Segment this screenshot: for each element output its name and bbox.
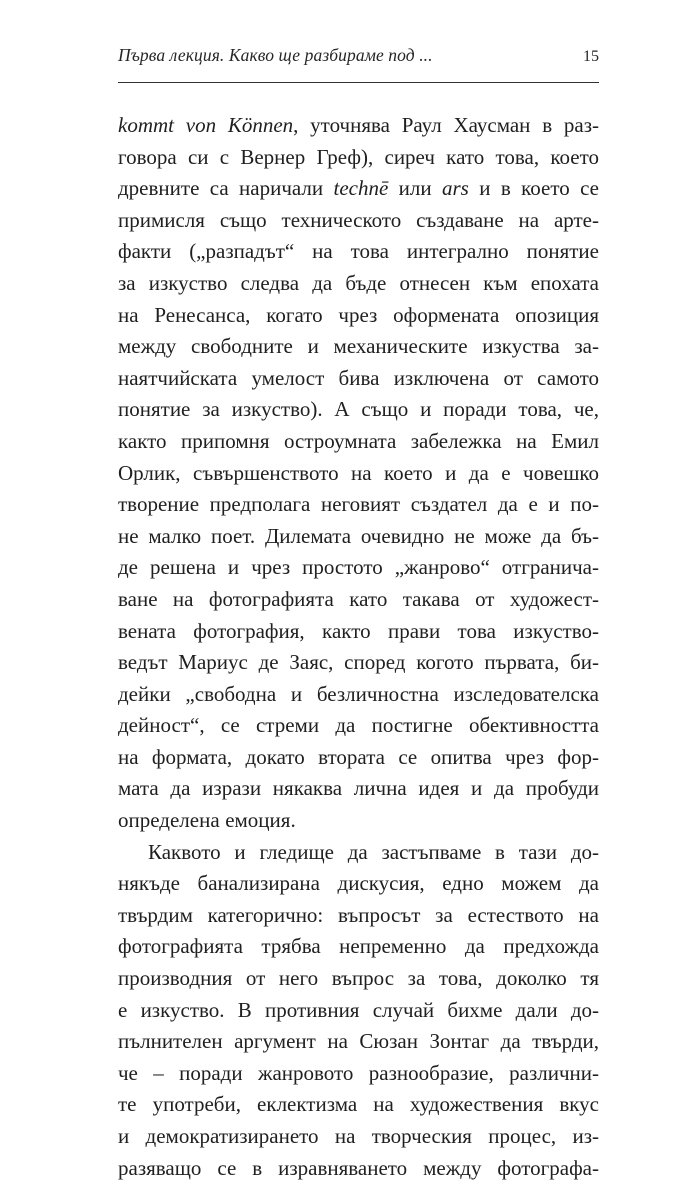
text-line [118,1153,599,1184]
text-segment: древните са наричали [118,176,334,201]
text-line [118,1058,599,1090]
italic-term: kommt von Können [118,113,294,137]
text-line [118,1026,599,1058]
text-line [118,742,599,774]
text-segment: , уточнява Раул Хаусман в раз- [293,113,599,137]
text-segment: за изкуство следва да бъде отнесен към епохата [118,270,599,295]
text-line [118,963,599,995]
text-segment: мата да изрази някаква лична идея и да пробуди [118,776,599,801]
text-segment: дейки „свободна и безличностна изследователска [118,681,599,706]
text-segment: някъде банализирана дискусия, едно можем да [118,871,599,896]
text-line [118,584,599,616]
text-line [118,331,599,363]
text-segment: не малко поет. Дилемата очевидно не може да бъ- [118,523,599,548]
text-line [118,236,599,268]
page-number: 15 [583,48,599,65]
text-segment: пълнителен аргумент на Сюзан Зонтаг да твърди, [118,1029,599,1054]
text-segment: и демократизирането на творческия процес, из- [118,1124,599,1148]
text-segment: де решена и чрез простото „жанрово“ отгранича- [118,555,599,580]
text-line [118,773,599,805]
text-segment: или [388,176,442,201]
text-segment: Каквото и гледище да застъпваме в тази до- [148,839,599,864]
text-line [118,142,599,174]
text-line [118,521,599,553]
text-line [118,995,599,1027]
italic-term: technē [333,176,389,201]
text-line [118,394,599,426]
text-segment: и в което се [468,176,599,201]
text-segment: твърдим категорично: въпросът за естеството на [118,902,599,927]
text-line [118,426,599,458]
text-line [118,679,599,711]
text-line [118,900,599,932]
text-line [118,268,599,300]
text-segment: е изкуство. В противния случай бихме дали до- [118,997,599,1022]
text-line [118,205,599,237]
text-line [118,616,599,648]
text-line [118,1089,599,1121]
text-line [118,363,599,395]
text-segment: Орлик, съвършенството на което и да е човешко [118,460,599,485]
text-segment: ване на фотографията като такава от художест- [118,586,599,611]
text-segment: вената фотография, както прави това изкуство- [118,618,599,643]
text-segment: производния от него въпрос за това, доколко тя [118,966,599,991]
text-segment: че – поради жанровото разнообразие, различни- [118,1060,599,1085]
text-line [118,1121,599,1153]
text-segment: фотографията трябва непременно да предхожда [118,934,599,959]
text-line [118,110,599,142]
text-segment: наятчийската умелост бива изключена от самото [118,365,599,390]
text-segment: дейност“, се стреми да постигне обективността [118,713,599,738]
text-segment: на формата, докато втората се опитва чрез фор- [118,744,599,769]
text-segment: определена емоция. [118,808,296,833]
text-line [118,458,599,490]
text-segment: факти („разпадът“ на това интегрално понятие [118,239,599,264]
header-rule [118,82,599,83]
text-line [118,868,599,900]
text-line [118,489,599,521]
italic-term: ars [441,176,469,201]
text-segment: между свободните и механическите изкуства за- [118,334,599,359]
text-segment: примисля също техническото създаване на арте- [118,207,599,232]
text-segment: както припомня остроумната забележка на Емил [118,428,599,453]
text-line [118,173,599,205]
text-line [118,300,599,332]
text-segment: на Ренесанса, когато чрез оформената опозиция [118,302,599,327]
text-segment: понятие за изкуство). А също и поради това, че, [118,397,599,422]
running-head [118,44,599,84]
running-head-title: Първа лекция. Какво ще разбираме под ... [118,45,433,65]
text-line [118,931,599,963]
text-segment: ведът Мариус де Заяс, според когото първата, би- [118,650,599,675]
text-line [118,710,599,742]
text-segment: говора си с Вернер Греф), сиреч като това, което [118,144,599,169]
text-line [118,647,599,679]
text-segment: те употреби, еклектизма на художествения вкус [118,1092,599,1117]
text-line [118,552,599,584]
text-segment: разяващо се в изравняването между фотографа- [118,1155,599,1180]
body-text [118,110,599,1184]
text-line [118,805,599,837]
text-line [118,837,599,869]
text-segment: творение предполага неговият създател да е и по- [118,492,599,517]
